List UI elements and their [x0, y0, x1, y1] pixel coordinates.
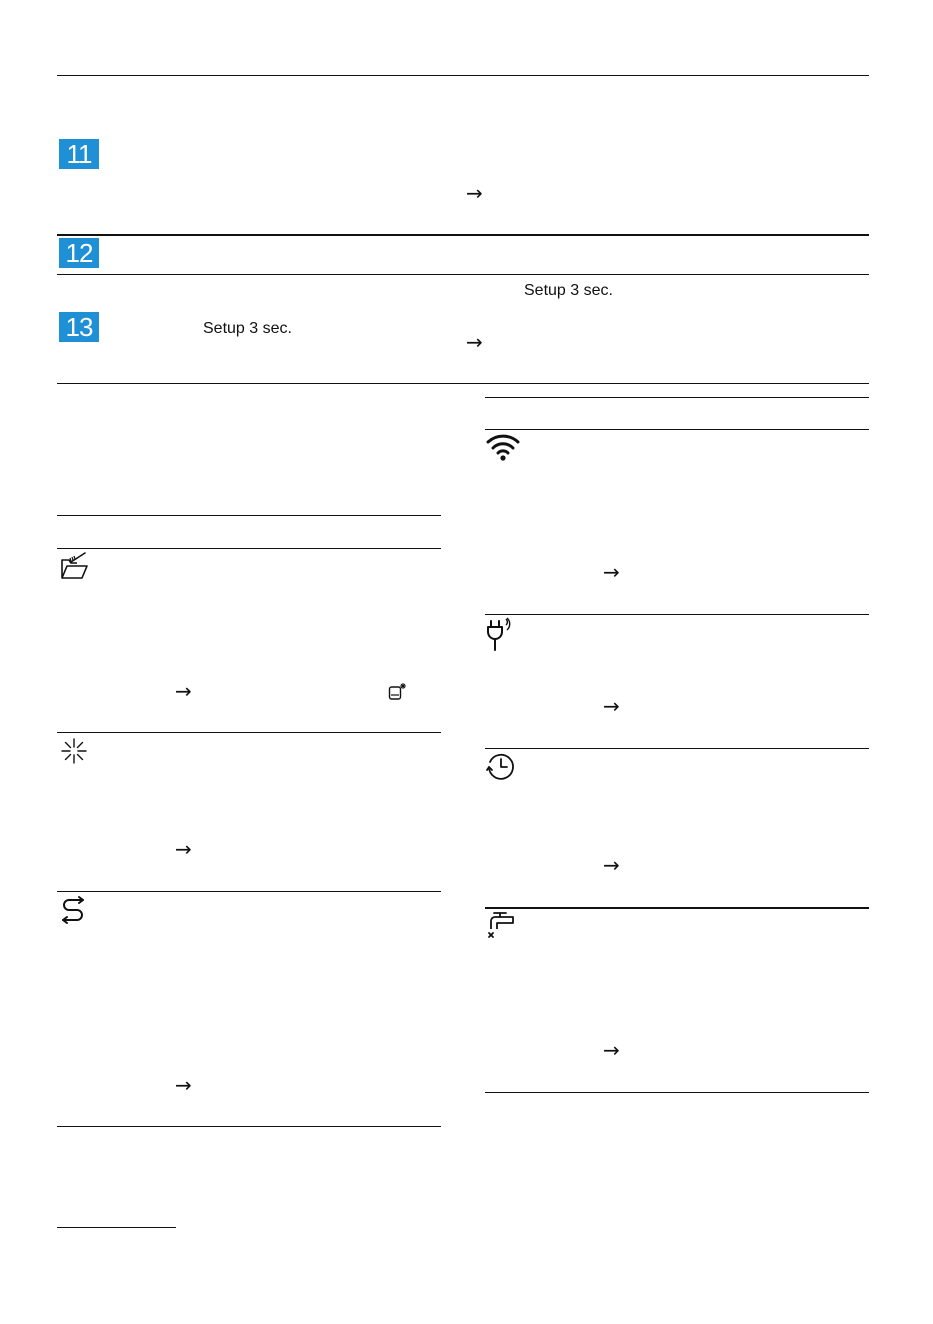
folder-brush-icon: [59, 551, 89, 581]
plug-signal-icon: [486, 617, 514, 653]
right-row-1-rule: [485, 429, 869, 430]
footnote-rule: [57, 1227, 176, 1228]
clock-history-icon: [486, 752, 516, 782]
wifi-icon: [486, 432, 520, 462]
right-table-top-rule: [485, 397, 869, 398]
left-table-header-rule: [57, 515, 441, 516]
arrow-left-row-3: →: [175, 1073, 192, 1097]
left-table-end-rule: [57, 1126, 441, 1127]
left-row-2-rule: [57, 732, 441, 733]
left-row-1-rule: [57, 548, 441, 549]
arrow-right-row-3: →: [603, 853, 620, 877]
sparkle-icon: [60, 737, 88, 765]
setup-label-left: Setup 3 sec.: [203, 320, 292, 337]
setup-label-right: Setup 3 sec.: [524, 282, 613, 299]
arrow-right-row-1: →: [603, 560, 620, 584]
right-row-2-rule: [485, 614, 869, 615]
arrow-right-row-4: →: [603, 1038, 620, 1062]
s-arrows-icon: [59, 896, 87, 924]
header-rule: [57, 75, 869, 76]
arrow-step-13: →: [466, 330, 483, 354]
step-12-top-rule: [57, 234, 869, 236]
right-row-4-rule: [485, 907, 869, 909]
arrow-left-row-2: →: [175, 837, 192, 861]
tap-cross-icon: [486, 911, 516, 941]
arrow-right-row-2: →: [603, 694, 620, 718]
left-row-3-rule: [57, 891, 441, 892]
step-badge-11: 11: [59, 139, 99, 169]
section-divider-rule: [57, 383, 869, 384]
glass-sparkle-icon: [388, 682, 408, 702]
step-badge-12: 12: [59, 238, 99, 268]
right-table-end-rule: [485, 1092, 869, 1093]
step-12-bottom-rule: [57, 274, 869, 275]
right-row-3-rule: [485, 748, 869, 749]
arrow-left-row-1: →: [175, 679, 192, 703]
arrow-step-11: →: [466, 181, 483, 205]
step-badge-13: 13: [59, 312, 99, 342]
